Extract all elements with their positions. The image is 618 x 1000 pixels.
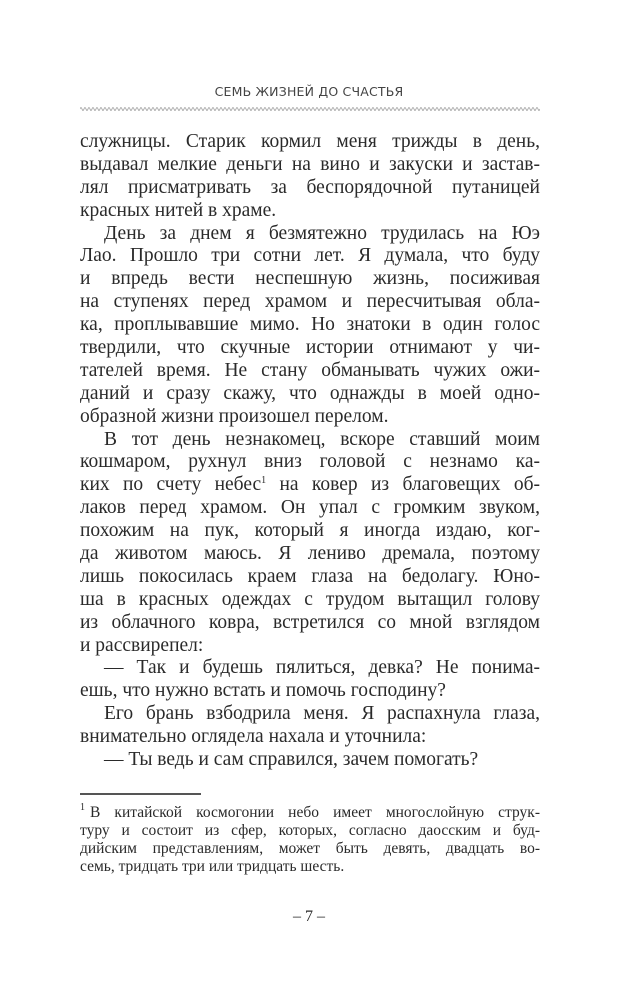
line-text: — Ты ведь и сам справился, зачем помогать? bbox=[104, 749, 479, 771]
footnote-line bbox=[80, 840, 540, 858]
text-line bbox=[80, 131, 540, 154]
text-line bbox=[80, 497, 540, 520]
footnote-rule bbox=[80, 793, 201, 795]
text-line bbox=[80, 657, 540, 680]
text-line bbox=[80, 177, 540, 200]
line-text: внимательно оглядела нахала и уточнила: bbox=[80, 726, 427, 748]
text-line bbox=[80, 635, 540, 658]
line-text: даний и сразу скажу, что однажды в моей одно- bbox=[80, 382, 540, 404]
text-line bbox=[80, 337, 540, 360]
body-text bbox=[80, 131, 540, 772]
line-text: и рассвирепел: bbox=[80, 634, 204, 656]
footnote-marker: 1 bbox=[80, 802, 85, 813]
line-text: лаков перед храмом. Он упал с громким звуком, bbox=[80, 497, 540, 519]
text-line bbox=[80, 429, 540, 452]
line-text: Лао. Прошло три сотни лет. Я думала, что буду bbox=[80, 245, 540, 267]
line-text: ша в красных одеждах с трудом вытащил голову bbox=[80, 588, 540, 610]
line-text: ешь, что нужно встать и помочь господину? bbox=[80, 680, 446, 702]
line-text: похожим на пук, который я иногда издаю, ког- bbox=[80, 520, 540, 542]
footnote-text: туру и состоит из сфер, которых, согласно даосским и буд- bbox=[80, 822, 540, 839]
line-text: служницы. Старик кормил меня трижды в день, bbox=[80, 131, 540, 152]
line-text: ка, проплывавшие мимо. Но знатоки в один голос bbox=[80, 314, 540, 336]
line-text: выдавал мелкие деньги на вино и закуски и застав- bbox=[80, 153, 540, 175]
line-text: лял присматривать за беспорядочной путаницей bbox=[80, 176, 540, 198]
text-line bbox=[80, 223, 540, 246]
line-text: ких по счету небес bbox=[80, 474, 262, 496]
line-text: В тот день незнакомец, вскоре ставший моим bbox=[104, 428, 540, 450]
text-line bbox=[80, 360, 540, 383]
text-line bbox=[80, 474, 540, 497]
footnotes bbox=[80, 804, 540, 876]
line-text: из облачного ковра, встретился со мной взглядом bbox=[80, 611, 540, 633]
line-text: на ковер из благовещих об- bbox=[266, 474, 540, 496]
line-text: Его брань взбодрила меня. Я распахнула глаза, bbox=[104, 703, 540, 725]
text-line bbox=[80, 383, 540, 406]
line-text: и впредь вести неспешную жизнь, посиживая bbox=[80, 268, 540, 290]
text-line bbox=[80, 200, 540, 223]
page-number: – 7 – bbox=[293, 908, 325, 925]
line-text: — Так и будешь пялиться, девка? Не понима- bbox=[104, 657, 540, 679]
footnote-text: семь, тридцать три или тридцать шесть. bbox=[80, 858, 345, 875]
text-line bbox=[80, 726, 540, 749]
footnote-line bbox=[80, 858, 540, 876]
line-text: на ступенях перед храмом и пересчитывая обла- bbox=[80, 291, 540, 313]
text-line bbox=[80, 566, 540, 589]
footnote-line bbox=[80, 804, 540, 822]
text-line bbox=[80, 451, 540, 474]
text-line bbox=[80, 543, 540, 566]
line-text: да животом маюсь. Я лениво дремала, поэтому bbox=[80, 543, 540, 565]
line-text: тателей время. Не стану обманывать чужих ожи- bbox=[80, 359, 540, 381]
text-line bbox=[80, 520, 540, 543]
line-text: День за днем я безмятежно трудилась на Юэ bbox=[104, 222, 540, 244]
wavy-divider bbox=[80, 106, 540, 112]
text-line bbox=[80, 314, 540, 337]
footnote-ref[interactable]: 1 bbox=[261, 475, 267, 487]
text-line bbox=[80, 612, 540, 635]
text-line bbox=[80, 749, 540, 772]
line-text: твердили, что скучные истории отнимают у чи- bbox=[80, 337, 540, 359]
footnote-text: В китайской космогонии небо имеет многослойную струк- bbox=[90, 804, 540, 821]
line-text: красных нитей в храме. bbox=[80, 199, 277, 221]
text-line bbox=[80, 680, 540, 703]
text-line bbox=[80, 703, 540, 726]
text-line bbox=[80, 245, 540, 268]
text-line bbox=[80, 589, 540, 612]
text-line bbox=[80, 154, 540, 177]
footnote-line bbox=[80, 822, 540, 840]
running-header: СЕМЬ ЖИЗНЕЙ ДО СЧАСТЬЯ bbox=[214, 84, 404, 99]
footnote-text: дийским представлениям, может быть девять, двадцать во- bbox=[80, 840, 540, 857]
text-line bbox=[80, 406, 540, 429]
line-text: образной жизни произошел перелом. bbox=[80, 405, 389, 427]
text-line bbox=[80, 291, 540, 314]
line-text: лишь покосилась краем глаза на бедолагу. Юно- bbox=[80, 565, 540, 587]
line-text: кошмаром, рухнул вниз головой с незнамо ка- bbox=[80, 451, 540, 473]
text-line bbox=[80, 268, 540, 291]
